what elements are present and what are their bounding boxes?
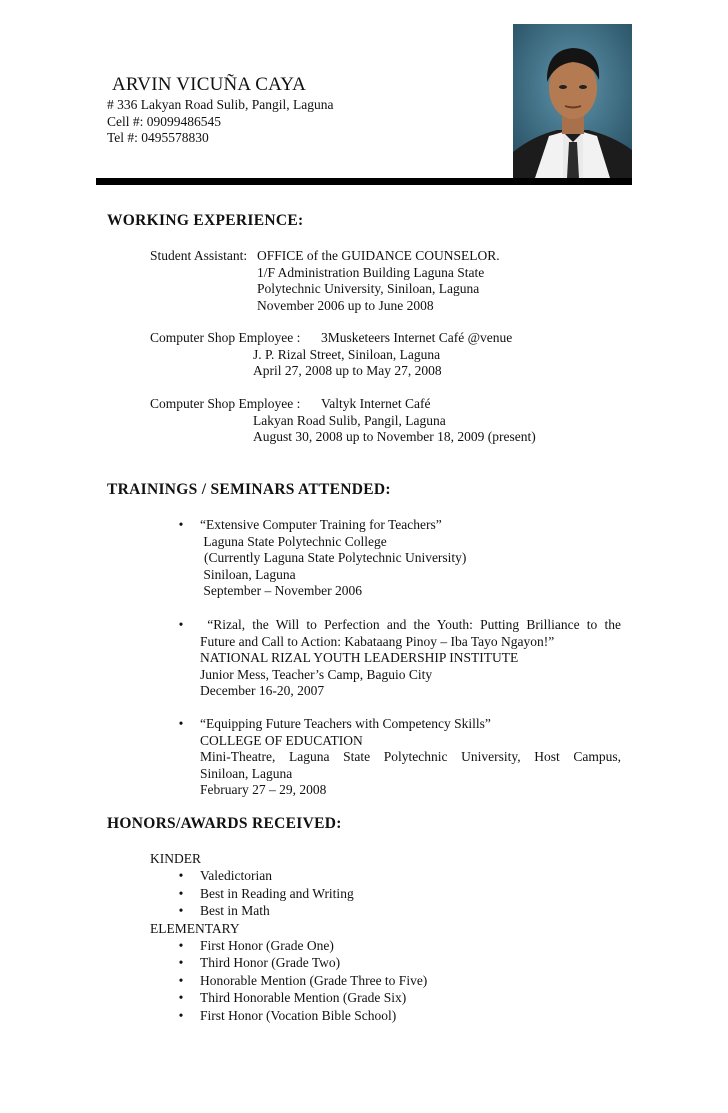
bullet: • xyxy=(178,868,184,884)
honors-list xyxy=(150,850,427,1024)
honor-category: KINDER xyxy=(150,851,201,866)
work-entry xyxy=(150,330,512,380)
contact-block xyxy=(107,97,333,147)
honor-item xyxy=(150,1007,427,1024)
bullet: • xyxy=(178,885,184,901)
training-line: Siniloan, Laguna xyxy=(200,566,296,582)
work-line: 1/F Administration Building Laguna State xyxy=(257,264,485,280)
applicant-name: ARVIN VICUÑA CAYA xyxy=(112,74,307,95)
bullet: • xyxy=(178,1007,184,1023)
honor-label: First Honor (Grade One) xyxy=(200,938,334,954)
work-line: August 30, 2008 up to November 18, 2009 (present) xyxy=(253,429,536,444)
honor-item xyxy=(150,954,427,971)
work-line: Lakyan Road Sulib, Pangil, Laguna xyxy=(253,412,446,428)
tel-number: Tel #: 0495578830 xyxy=(107,130,209,145)
honor-label: Third Honorable Mention (Grade Six) xyxy=(200,990,407,1006)
honor-item xyxy=(150,902,427,919)
training-line: “Equipping Future Teachers with Competency Skills” xyxy=(200,716,491,731)
training-line: “Extensive Computer Training for Teachers” xyxy=(200,517,442,532)
bullet: • xyxy=(178,903,184,919)
work-role: Student Assistant: xyxy=(150,248,248,263)
training-line: NATIONAL RIZAL YOUTH LEADERSHIP INSTITUTE xyxy=(200,650,519,665)
honor-label: Honorable Mention (Grade Three to Five) xyxy=(200,972,428,988)
training-line: Junior Mess, Teacher’s Camp, Baguio City xyxy=(200,666,433,682)
training-line: Mini-Theatre, Laguna State Polytechnic University, Host Campus, xyxy=(200,749,621,764)
honor-item xyxy=(150,989,427,1006)
training-line: “Rizal, the Will to Perfection and the Youth: Putting Brilliance to the xyxy=(200,617,621,632)
honor-item xyxy=(150,937,427,954)
bullet: • xyxy=(178,955,184,971)
honor-label: Valedictorian xyxy=(200,868,272,884)
section-title-honors: HONORS/AWARDS RECEIVED: xyxy=(107,815,342,832)
training-line: Siniloan, Laguna xyxy=(200,765,293,781)
training-line: COLLEGE OF EDUCATION xyxy=(200,732,363,748)
bullet: • xyxy=(178,990,184,1006)
bullet: • xyxy=(178,517,184,532)
honor-label: First Honor (Vocation Bible School) xyxy=(200,1007,397,1023)
section-title-work: WORKING EXPERIENCE: xyxy=(107,212,304,229)
cell-number: Cell #: 09099486545 xyxy=(107,113,221,129)
training-item xyxy=(176,716,621,799)
training-line: December 16-20, 2007 xyxy=(200,683,325,698)
training-line: Future and Call to Action: Kabataang Pinoy – Iba Tayo Ngayon!” xyxy=(200,633,555,649)
bullet: • xyxy=(178,938,184,954)
work-line: November 2006 up to June 2008 xyxy=(257,297,434,313)
work-line: Polytechnic University, Siniloan, Laguna xyxy=(257,281,480,296)
honor-label: Third Honor (Grade Two) xyxy=(200,955,341,971)
header-divider xyxy=(96,178,632,185)
honor-category: ELEMENTARY xyxy=(150,920,240,936)
training-line: February 27 – 29, 2008 xyxy=(200,782,327,797)
training-line: September – November 2006 xyxy=(200,583,362,598)
work-line: OFFICE of the GUIDANCE COUNSELOR. xyxy=(257,248,500,263)
work-line: April 27, 2008 up to May 27, 2008 xyxy=(253,363,442,378)
work-line: 3Musketeers Internet Café @venue xyxy=(321,330,513,345)
training-item xyxy=(176,617,621,700)
training-line: (Currently Laguna State Polytechnic University) xyxy=(204,550,467,565)
honor-label: Best in Math xyxy=(200,903,270,919)
work-role: Computer Shop Employee : xyxy=(150,396,301,411)
honor-item xyxy=(150,972,427,989)
training-item xyxy=(176,517,621,600)
work-line: Valtyk Internet Café xyxy=(321,396,431,411)
work-role: Computer Shop Employee : xyxy=(150,330,301,345)
honor-label: Best in Reading and Writing xyxy=(200,885,354,901)
address: # 336 Lakyan Road Sulib, Pangil, Laguna xyxy=(107,97,334,112)
bullet: • xyxy=(178,617,184,632)
work-line: J. P. Rizal Street, Siniloan, Laguna xyxy=(253,346,441,362)
work-entry xyxy=(150,396,536,446)
honor-item xyxy=(150,885,427,902)
bullet: • xyxy=(178,972,184,988)
work-entry xyxy=(150,248,500,314)
bullet: • xyxy=(178,716,184,731)
training-line: Laguna State Polytechnic College xyxy=(200,533,387,549)
section-title-trainings: TRAININGS / SEMINARS ATTENDED: xyxy=(107,481,391,498)
applicant-photo xyxy=(513,24,632,178)
honor-item xyxy=(150,867,427,884)
